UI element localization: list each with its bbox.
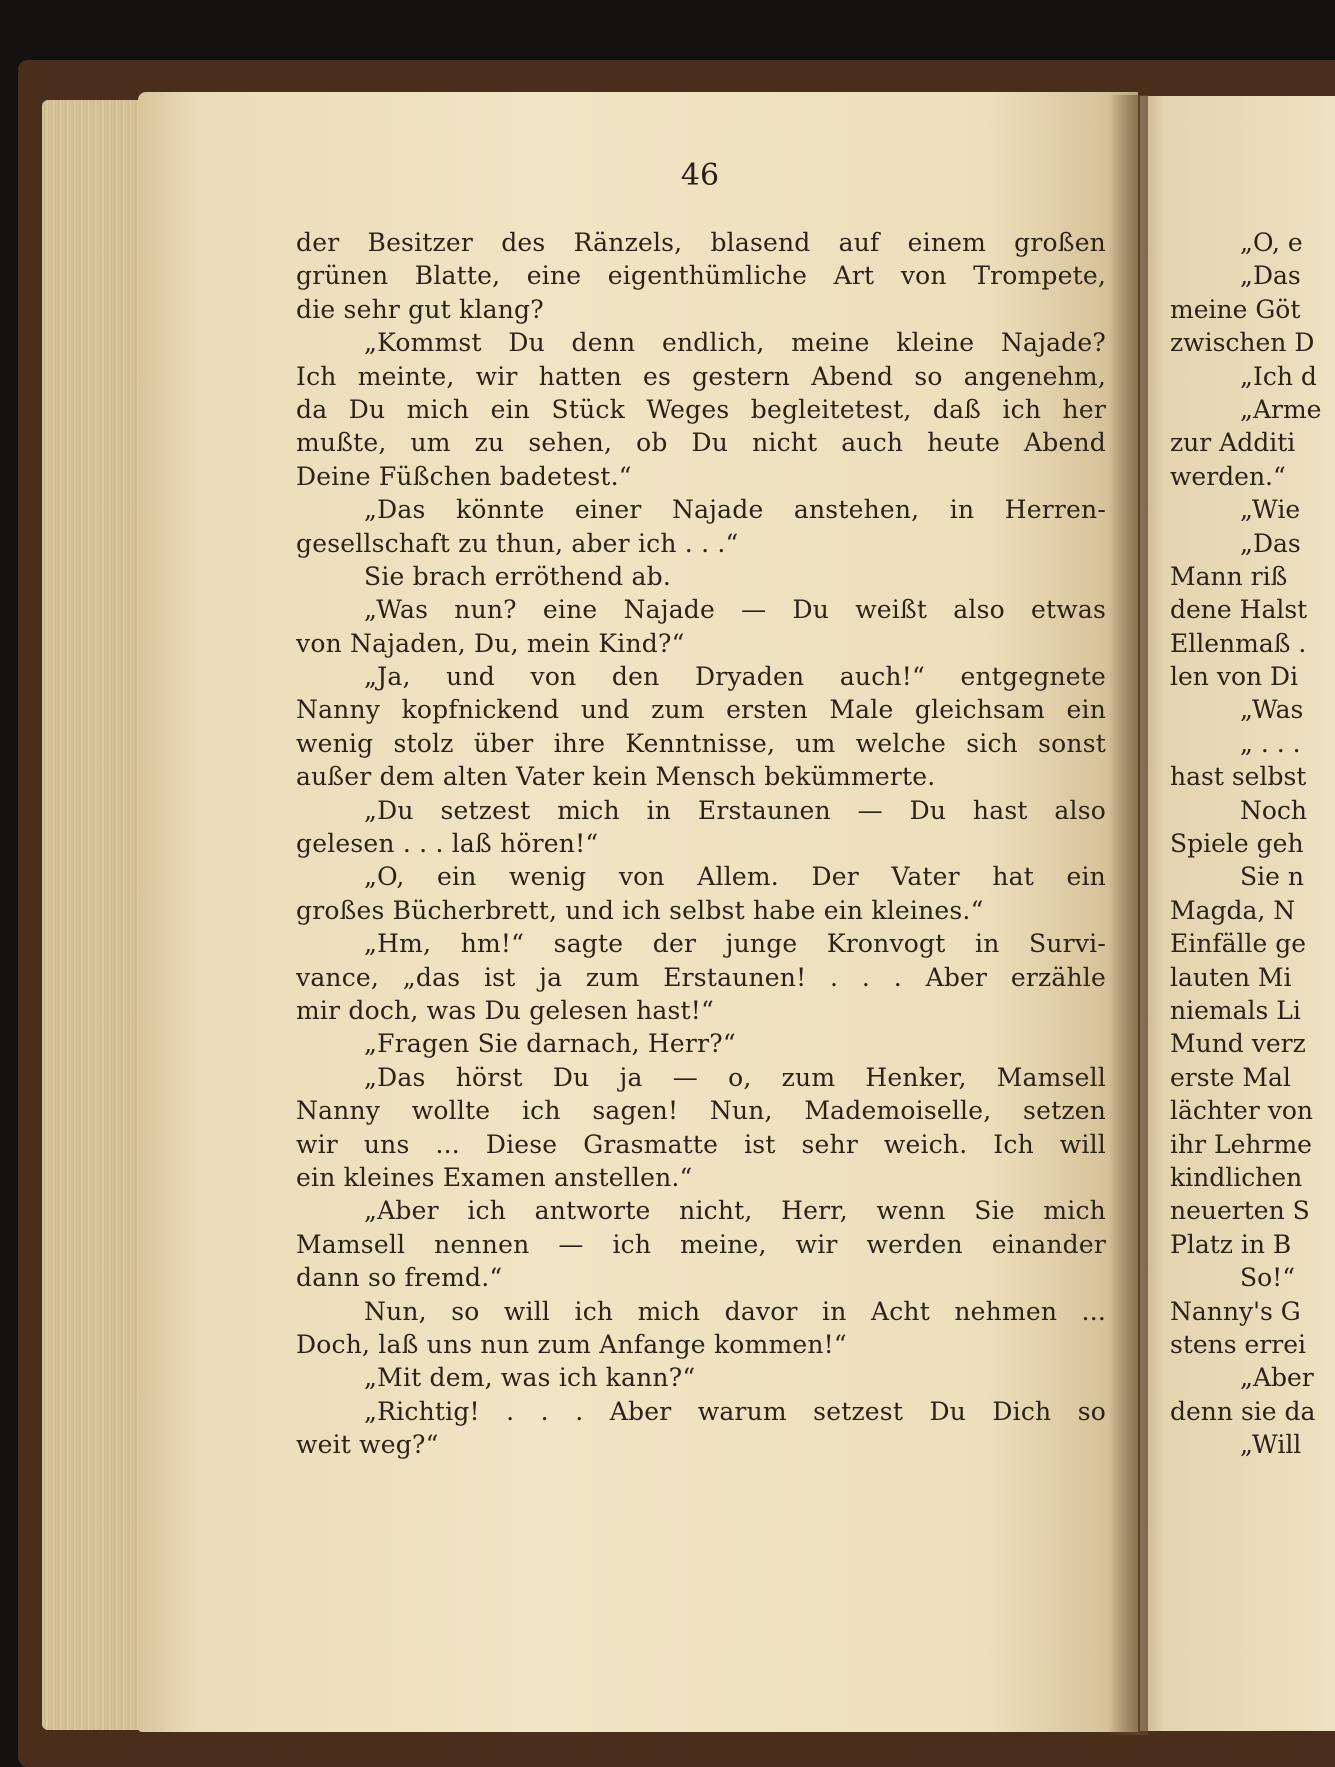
left-page-text	[296, 226, 1106, 1461]
text-fragment: lächter von	[1170, 1096, 1314, 1126]
text-line: wir uns ... Diese Grasmatte ist sehr weich. Ich will	[296, 1129, 1106, 1159]
text-line: „Was nun? eine Najade — Du weißt also etwas	[364, 595, 1106, 625]
text-fragment: „Das	[1240, 261, 1301, 291]
text-line: Mamsell nennen — ich meine, wir werden einander	[296, 1229, 1106, 1259]
text-fragment: „Was	[1240, 695, 1304, 725]
text-line: „Das hörst Du ja — o, zum Henker, Mamsell	[364, 1062, 1106, 1092]
text-line: „Kommst Du denn endlich, meine kleine Najade?	[364, 328, 1106, 358]
text-fragment: lauten Mi	[1170, 962, 1292, 992]
book-gutter	[1108, 95, 1148, 1735]
text-line: außer dem alten Vater kein Mensch bekümmerte.	[296, 762, 936, 792]
text-fragment: werden.“	[1170, 461, 1286, 491]
text-fragment: „Arme	[1240, 394, 1322, 424]
text-line: „Das könnte einer Najade anstehen, in Herren-	[364, 495, 1106, 525]
right-page-text	[1170, 226, 1335, 1461]
text-line: „O, ein wenig von Allem. Der Vater hat ein	[364, 862, 1106, 892]
text-fragment: Mann riß	[1170, 561, 1288, 591]
text-line: Nun, so will ich mich davor in Acht nehmen ...	[364, 1296, 1106, 1326]
text-fragment: Platz in B	[1170, 1229, 1292, 1259]
text-line: da Du mich ein Stück Weges begleitetest, daß ich her	[296, 394, 1106, 424]
text-line: vance, „das ist ja zum Erstaunen! . . . Aber erzähle	[296, 962, 1106, 992]
text-fragment: „Aber	[1240, 1363, 1314, 1393]
text-line: Sie brach erröthend ab.	[364, 561, 671, 591]
text-fragment: meine Göt	[1170, 294, 1301, 324]
text-fragment: Einfälle ge	[1170, 929, 1307, 959]
text-line: „Du setzest mich in Erstaunen — Du hast also	[364, 795, 1106, 825]
text-line: gesellschaft zu thun, aber ich . . .“	[296, 528, 739, 558]
text-fragment: zur Additi	[1170, 428, 1296, 458]
text-line: „Ja, und von den Dryaden auch!“ entgegnete	[364, 662, 1106, 692]
text-fragment: Sie n	[1240, 862, 1304, 892]
text-line: Nanny wollte ich sagen! Nun, Mademoiselle, setzen	[296, 1096, 1106, 1126]
text-line: dann so fremd.“	[296, 1263, 503, 1293]
text-fragment: kindlichen	[1170, 1162, 1303, 1192]
text-fragment: hast selbst	[1170, 762, 1307, 792]
text-fragment: „Ich d	[1240, 361, 1317, 391]
text-fragment: denn sie da	[1170, 1396, 1316, 1426]
text-line: weit weg?“	[296, 1430, 439, 1460]
page-edges	[42, 100, 152, 1730]
text-line: Nanny kopfnickend und zum ersten Male gleichsam ein	[296, 695, 1106, 725]
text-line: ein kleines Examen anstellen.“	[296, 1162, 693, 1192]
text-fragment: „Will	[1240, 1430, 1302, 1460]
text-fragment: „ . . .	[1240, 728, 1301, 758]
text-fragment: ihr Lehrme	[1170, 1129, 1312, 1159]
text-fragment: stens errei	[1170, 1329, 1307, 1359]
text-fragment: Noch	[1240, 795, 1308, 825]
text-fragment: niemals Li	[1170, 995, 1301, 1025]
text-line: gelesen . . . laß hören!“	[296, 829, 599, 859]
text-line: mir doch, was Du gelesen hast!“	[296, 995, 714, 1025]
text-fragment: Ellenmaß .	[1170, 628, 1307, 658]
text-line: grünen Blatte, eine eigenthümliche Art von Trompete,	[296, 261, 1106, 291]
text-fragment: So!“	[1240, 1263, 1296, 1293]
text-line: großes Bücherbrett, und ich selbst habe ein kleines.“	[296, 895, 984, 925]
text-fragment: „O, e	[1240, 228, 1303, 257]
text-fragment: len von Di	[1170, 662, 1299, 692]
text-line: Doch, laß uns nun zum Anfange kommen!“	[296, 1329, 847, 1359]
text-fragment: Magda, N	[1170, 895, 1296, 925]
text-fragment: Spiele geh	[1170, 829, 1304, 859]
text-fragment: zwischen D	[1170, 328, 1315, 358]
text-line: die sehr gut klang?	[296, 294, 544, 324]
text-line: von Najaden, Du, mein Kind?“	[296, 628, 685, 658]
text-line: „Fragen Sie darnach, Herr?“	[364, 1029, 736, 1059]
text-line: „Aber ich antworte nicht, Herr, wenn Sie mich	[364, 1196, 1106, 1226]
text-fragment: erste Mal	[1170, 1062, 1291, 1092]
text-fragment: neuerten S	[1170, 1196, 1310, 1226]
text-line: Deine Füßchen badetest.“	[296, 461, 632, 491]
text-fragment: „Wie	[1240, 495, 1301, 525]
text-line: „Hm, hm!“ sagte der junge Kronvogt in Survi-	[364, 929, 1106, 959]
text-line: Ich meinte, wir hatten es gestern Abend so angenehm,	[296, 361, 1106, 391]
text-line: „Richtig! . . . Aber warum setzest Du Dich so	[364, 1396, 1106, 1426]
text-fragment: Mund verz	[1170, 1029, 1306, 1059]
text-line: „Mit dem, was ich kann?“	[364, 1363, 696, 1393]
text-line: mußte, um zu sehen, ob Du nicht auch heute Abend	[296, 428, 1106, 458]
text-line: der Besitzer des Ränzels, blasend auf einem großen	[296, 228, 1106, 257]
text-fragment: „Das	[1240, 528, 1301, 558]
page-number: 46	[680, 158, 720, 193]
text-fragment: Nanny's G	[1170, 1296, 1301, 1326]
text-fragment: dene Halst	[1170, 595, 1308, 625]
text-line: wenig stolz über ihre Kenntnisse, um welche sich sonst	[296, 728, 1106, 758]
